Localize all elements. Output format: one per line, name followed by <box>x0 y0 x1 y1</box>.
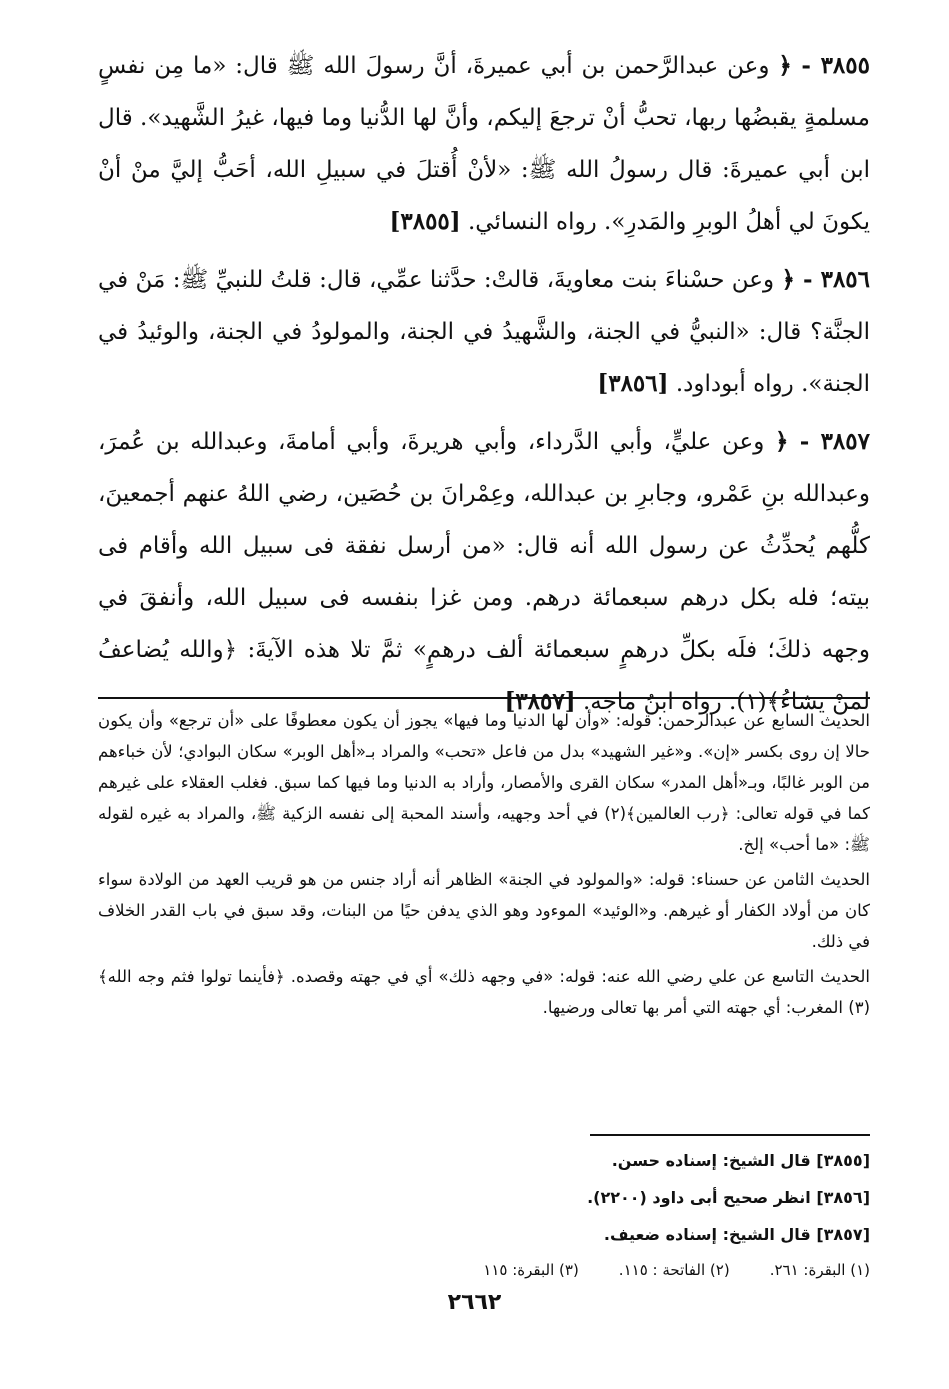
grading-note: [٣٨٥٧] قال الشيخ: إسناده ضعيف. <box>603 1225 870 1244</box>
footnotes <box>98 1253 870 1287</box>
hadith-3855 <box>98 40 870 248</box>
hadith-text: وعن عبدالرَّحمن بن أبي عميرةَ، أنَّ رسولَ الله ﷺ قال: «ما مِن نفسٍ مسلمةٍ يقبضُها ربها، تحبُّ أنْ ترجعَ إليكم، وأنَّ لها الدُّنيا وما فيها، غيرُ الشَّهيد». قال ابن أبي عميرةَ: قال رسولُ الله ﷺ: «لأنْ أُقتلَ في سبيلِ الله، أحَبُّ إليَّ منْ أنْ يكونَ لي أهلُ الوبرِ والمَدرِ». رواه النسائي. <box>98 53 870 235</box>
commentary-paragraph: الحديث السابع عن عبدالرحمن: قوله: «وأن لها الدنيا وما فيها» يجوز أن يكون معطوفًا على «أن ترجع» وأن يكون حالا إن روى بكسر «إن». و«غير الشهيد» بدل من فاعل «تحب» والمراد بـ«أهل الوبر» سكان البوادي؛ لأن خباءهم من الوبر غالبًا، وبـ«أهل المدر» سكان القرى والأمصار، وأراد به الدنيا وما فيها كما سبق. فغلب العقلاء على غيرهم كما في قوله تعالى: ﴿رب العالمين﴾(٢) في أحد وجهيه، وأسند المحبة إلى نفسه الزكية ﷺ، والمراد به غيره لقوله ﷺ: «ما أحب» إلخ. <box>98 711 870 854</box>
footnote: (١) البقرة: ٢٦١. <box>769 1261 870 1279</box>
hadith-number: ٣٨٥٦ - ﴿ <box>781 266 871 293</box>
hadith-number: ٣٨٥٧ - ﴿ <box>774 428 870 455</box>
hadith-number: ٣٨٥٥ - ﴿ <box>778 52 870 79</box>
hadith-text: وعن عليٍّ، وأبي الدَّرداء، وأبي هريرةَ، وأبي أمامةَ، وعبدالله بن عُمرَ، وعبدالله بنِ عَمْرو، وجابرِ بن عبدالله، وعِمْرانَ بن حُصَين، رضي اللهُ عنهم أجمعينَ، كلُّهم يُحدِّثُ عن رسول الله أنه قال: «من أرسل نفقة فى سبيل الله وأقام فى بيته؛ فله بكل درهم سبعمائة درهم. ومن غزا بنفسه فى سبيل الله، وأنفقَ في وجهه ذلكَ؛ فلَه بكلِّ درهمٍ سبعمائة ألف درهمٍ» ثمَّ تلا هذه الآيةَ: ﴿والله يُضاعفُ لمنْ يشاءُ﴾(١). رواه ابنُ ماجه. <box>98 429 870 715</box>
hadith-3857 <box>98 416 870 728</box>
commentary-paragraph: الحديث الثامن عن حسناء: قوله: «والمولود في الجنة» الظاهر أنه أراد جنس من هو قريب العهد من الولادة سواء كان من أولاد الكفار أو غيرهم. و«الوئيد» الموءود وهو الذي يدفن حيًا من البنات، وقد سبق في باب القدر الخلاف في ذلك. <box>98 870 870 951</box>
hadith-3856 <box>98 254 870 410</box>
hadith-ref: [٣٨٥٦] <box>597 370 669 397</box>
commentary-section <box>98 705 870 1027</box>
page-number: ٢٦٦٢ <box>447 1290 502 1315</box>
grading-notes <box>98 1142 870 1287</box>
footnote: (٣) البقرة: ١١٥ <box>483 1261 579 1279</box>
commentary-paragraph: الحديث التاسع عن علي رضي الله عنه: قوله: «في وجهه ذلك» أي في جهته وقصده. ﴿فأينما تولوا فثم وجه الله﴾(٣) المغرب: أي جهته التي أمر بها تعالى ورضيها. <box>98 967 870 1017</box>
footnote: (٢) الفاتحة : ١١٥. <box>618 1261 730 1279</box>
hadith-ref: [٣٨٥٧] <box>504 688 576 715</box>
section-divider <box>98 697 870 699</box>
hadith-section <box>98 40 870 734</box>
grading-note: [٣٨٥٦] انظر صحيح أبى داود (٢٢٠٠). <box>587 1188 870 1207</box>
hadith-ref: [٣٨٥٥] <box>389 208 461 235</box>
notes-divider <box>590 1134 870 1136</box>
grading-note: [٣٨٥٥] قال الشيخ: إسناده حسن. <box>611 1151 870 1170</box>
hadith-text: وعن حسْناءَ بنت معاويةَ، قالتْ: حدَّثنا عمِّي، قال: قلتُ للنبيِّ ﷺ: مَنْ في الجنَّة؟ قال: «النبيُّ في الجنة، والشَّهيدُ في الجنة، والمولودُ في الجنة، والوئيدُ في الجنة». رواه أبوداود. <box>98 267 870 397</box>
